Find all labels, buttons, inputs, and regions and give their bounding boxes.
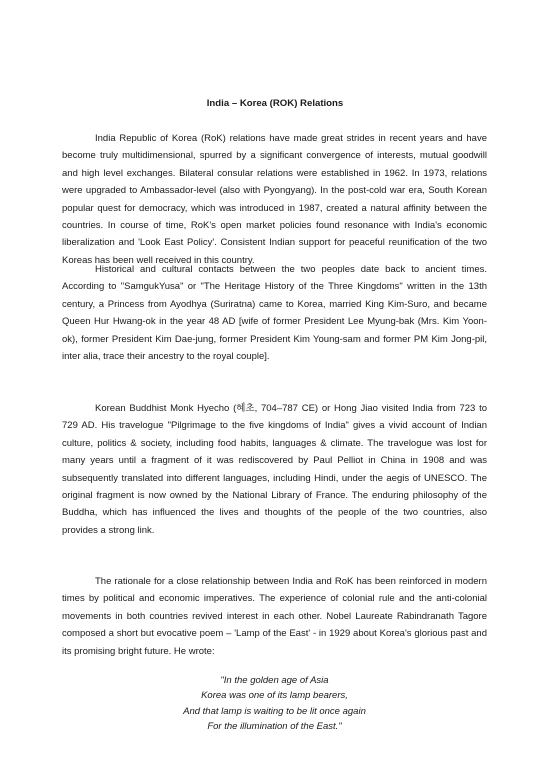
document-title: India – Korea (ROK) Relations bbox=[206, 98, 344, 109]
paragraph-overview: India Republic of Korea (RoK) relations have made great strides in recent years and have become truly multidimensional, spurred by a significant convergence of interests, mutual goodwill and high level exchanges. Bilateral consular relations were established in 1962. In 1973, relations were upgraded to Ambassador-level (also with Pyongyang). In the post-cold war era, South Korean popular quest for democracy, which was introduced in 1987, created a natural affinity between the countries. In course of time, RoK's open market policies found resonance with India's economic liberalization and 'Look East Policy'. Consistent Indian support for peaceful reunification of the two Koreas has been well received in this country. bbox=[62, 133, 487, 266]
poem-line: And that lamp is waiting to be lit once again bbox=[183, 705, 366, 717]
paragraph-modern-rationale: The rationale for a close relationship between India and RoK has been reinforced in modern times by political and economic imperatives. The experience of colonial rule and the anti-colonial movements in both countries revived interest in each other. Nobel Laureate Rabindranath Tagore composed a short but evocative poem – 'Lamp of the East' - in 1929 about Korea's glorious past and its promising bright future. He wrote: bbox=[62, 576, 487, 657]
poem-line: "In the golden age of Asia bbox=[220, 675, 329, 686]
poem-line: For the illumination of the East." bbox=[207, 721, 342, 733]
poem-quote bbox=[62, 673, 487, 735]
paragraph-historical-contacts: Historical and cultural contacts between the two peoples date back to ancient times. According to "SamgukYusa" or "The Heritage History of the Three Kingdoms" written in the 13th century, a Princess from Ayodhya (Suriratna) came to Korea, married King Kim-Suro, and became Queen Hur Hwang-ok in the year 48 AD [wife of former President Lee Myung-bak (Mrs. Kim Yoon-ok), former President Kim Dae-jung, former President Kim Young-sam and former PM Kim Jong-pil, inter alia, trace their ancestry to the royal couple]. bbox=[62, 264, 487, 363]
paragraph-hyecho: Korean Buddhist Monk Hyecho (혜초, 704–787 CE) or Hong Jiao visited India from 723 to 729 AD. His travelogue "Pilgrimage to the five kingdoms of India" gives a vivid account of Indian culture, politics & society, including food habits, languages & climate. The travelogue was lost for many years until a fragment of it was rediscovered by Paul Pelliot in China in 1908 and was subsequently translated into different languages, including Hindi, under the aegis of UNESCO. The original fragment is now owned by the National Library of France. The enduring philosophy of the Buddha, which has influenced the lives and thoughts of the people of the two countries, also provides a strong link. bbox=[62, 403, 487, 536]
poem-line: Korea was one of its lamp bearers, bbox=[201, 690, 348, 702]
